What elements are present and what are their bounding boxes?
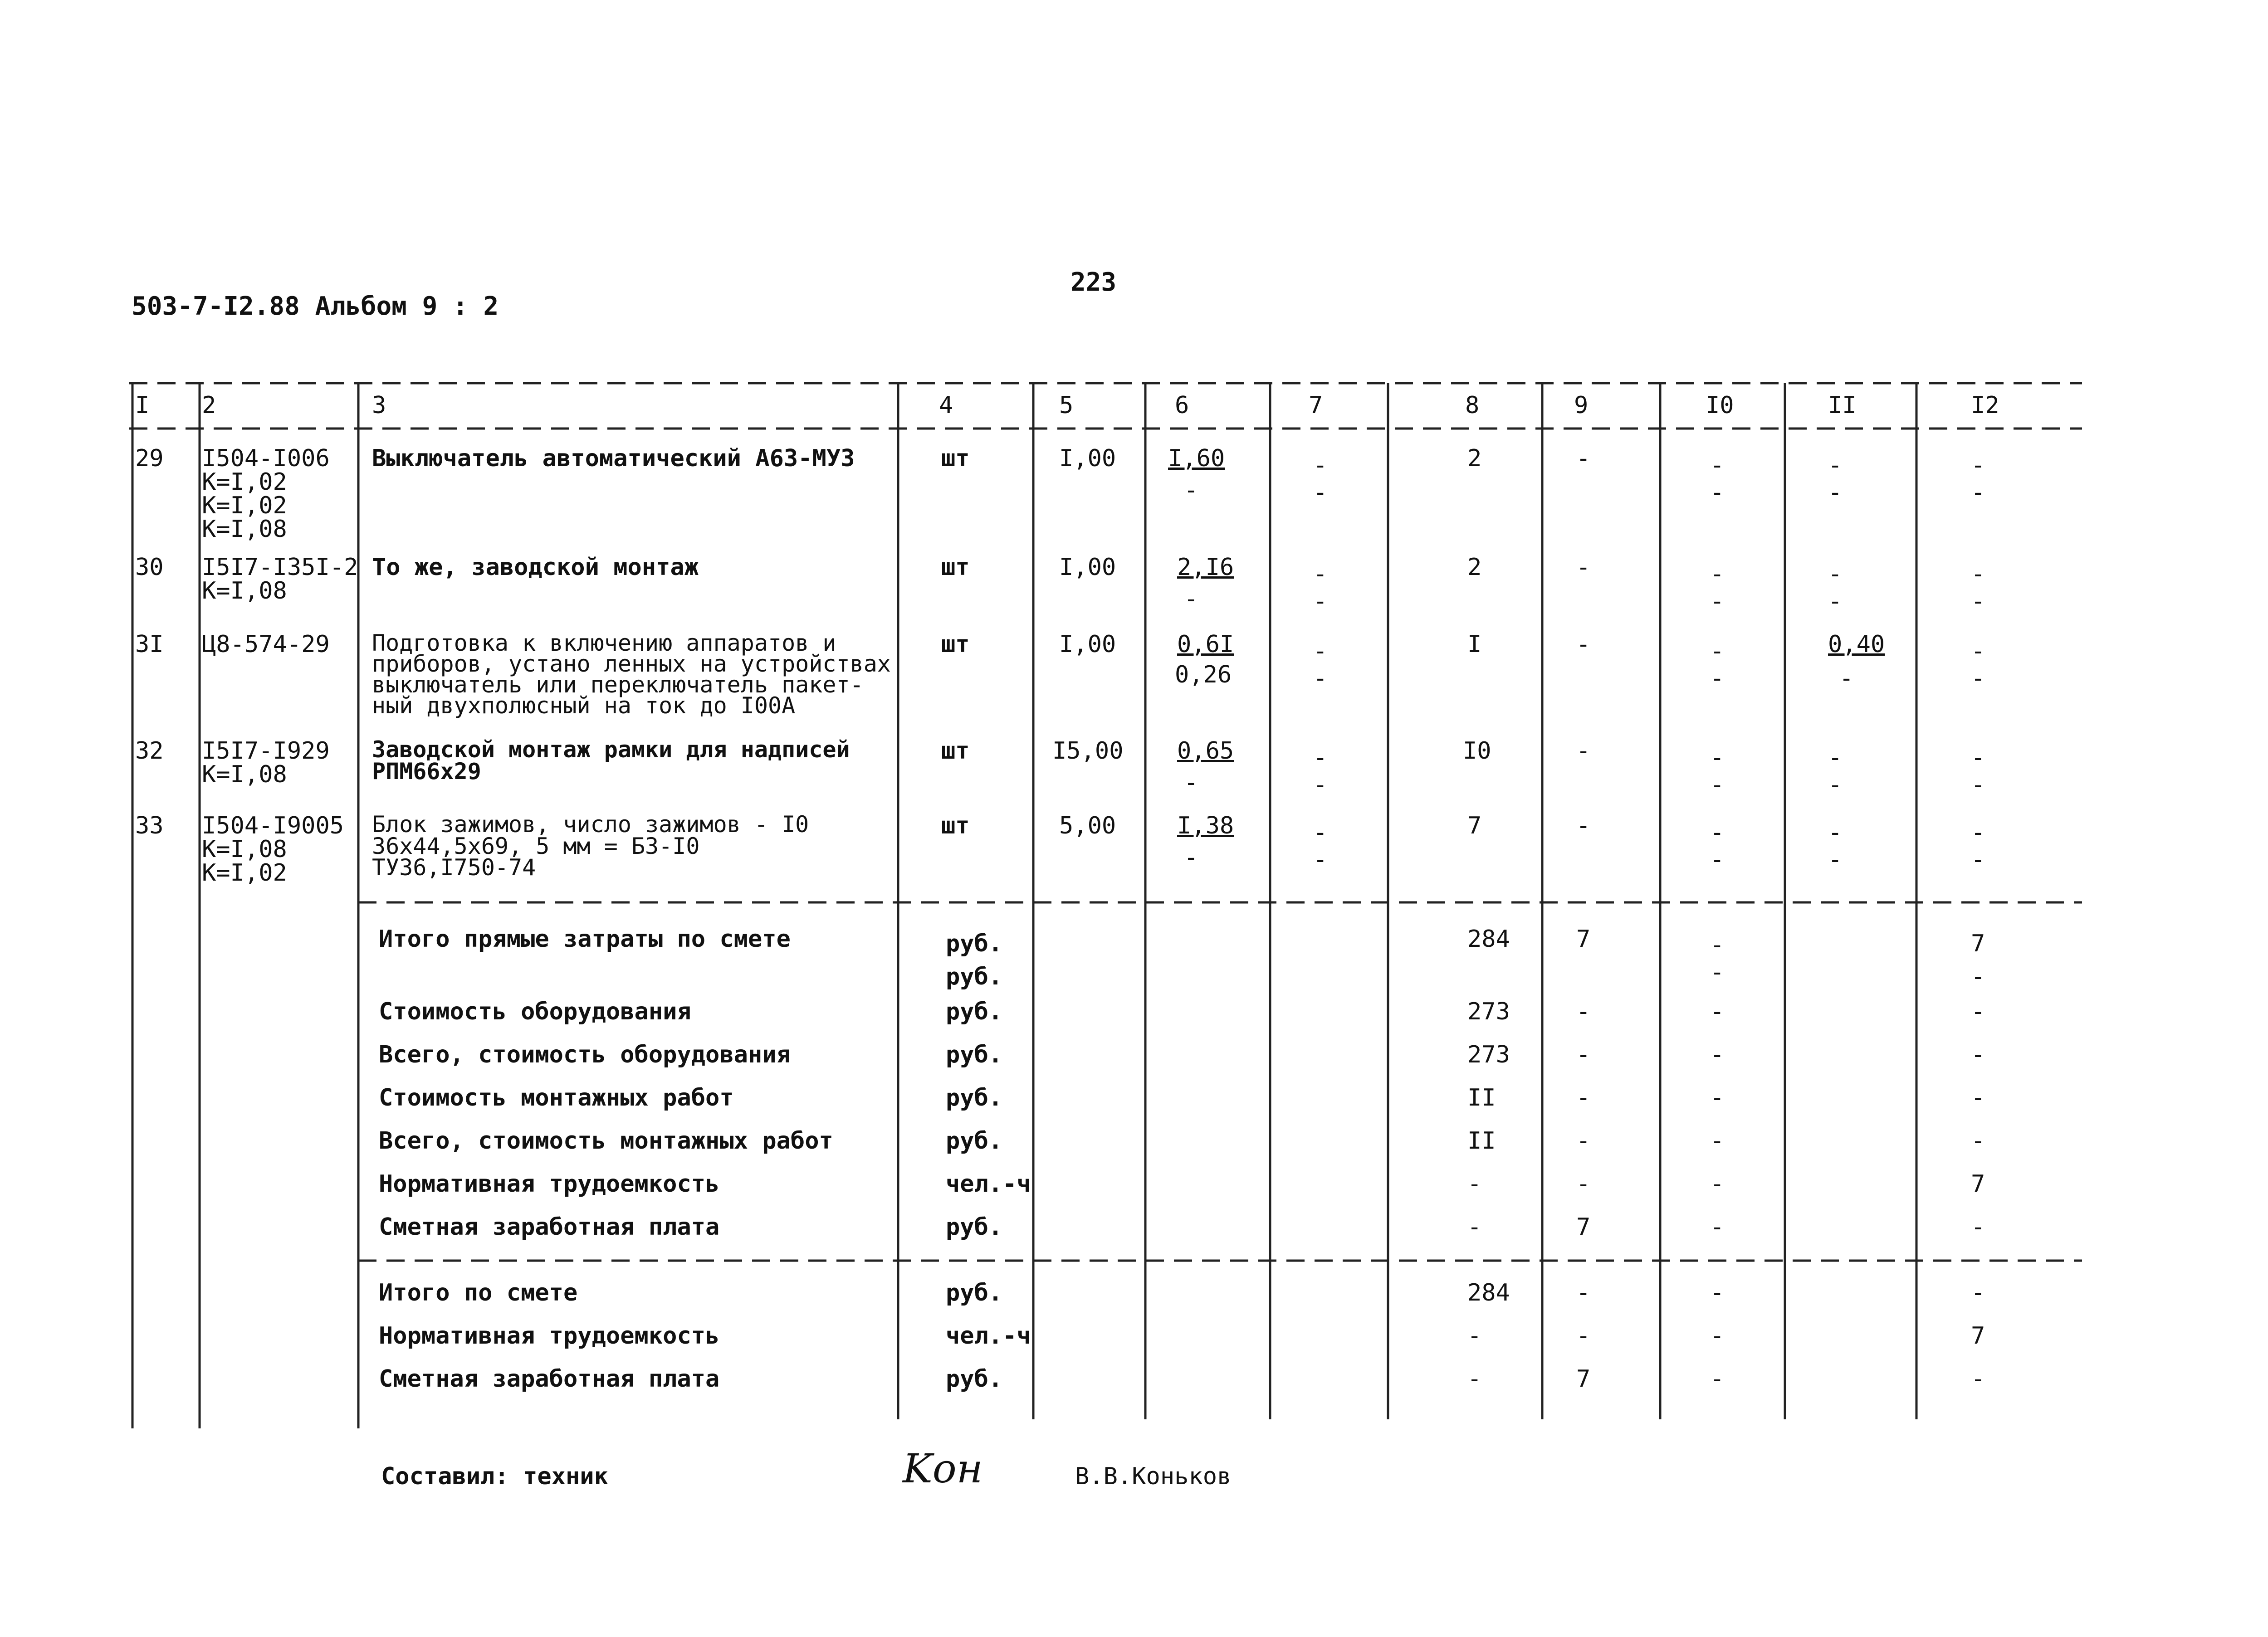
summary-c8: 273: [1467, 998, 1510, 1025]
summary-c9: -: [1576, 1041, 1591, 1068]
summary-c9: -: [1576, 998, 1591, 1025]
row-number: 3I: [135, 631, 164, 658]
summary-c10: -: [1710, 998, 1725, 1025]
row-c11b: -: [1828, 479, 1843, 506]
summary-c8: II: [1467, 1084, 1496, 1111]
summary-c9: 7: [1576, 926, 1591, 953]
summary-unit: руб.: [946, 1213, 1003, 1241]
col-header-4: 4: [939, 392, 953, 419]
summary-c8: 273: [1467, 1041, 1510, 1068]
row-c6a: 2,I6: [1177, 554, 1234, 581]
row-code: I5I7-I35I-2 K=I,08: [202, 554, 358, 604]
row-c11b: -: [1839, 665, 1854, 692]
summary-label: Стоимость оборудования: [379, 998, 691, 1025]
summary-label: Сметная заработная плата: [379, 1365, 720, 1393]
col-header-6: 6: [1175, 392, 1189, 419]
row-c6b: -: [1184, 585, 1198, 613]
row-c9: -: [1576, 631, 1591, 658]
row-c6a: I,38: [1177, 812, 1234, 839]
page-number: 223: [1070, 268, 1117, 297]
row-c12a: -: [1971, 452, 1985, 479]
summary-c10: -: [1710, 1322, 1725, 1350]
row-number: 29: [135, 445, 164, 472]
row-c11a: -: [1828, 560, 1843, 588]
summary-c9: -: [1576, 1127, 1591, 1155]
col-header-10: I0: [1706, 392, 1734, 419]
row-c10a: -: [1710, 744, 1725, 771]
row-unit: шт: [941, 445, 970, 472]
row-c7b: -: [1313, 588, 1328, 615]
col-header-3: 3: [372, 392, 386, 419]
row-c10a: -: [1710, 638, 1725, 665]
summary-c12: 7 -: [1971, 930, 1985, 990]
row-c8: 7: [1467, 812, 1482, 839]
row-c10b: -: [1710, 665, 1725, 692]
summary-c12: -: [1971, 1041, 1985, 1068]
summary-unit: руб.: [946, 1127, 1003, 1155]
summary-label: Всего, стоимость оборудования: [379, 1041, 791, 1068]
summary-c12: -: [1971, 1279, 1985, 1306]
row-number: 30: [135, 554, 164, 581]
col-header-5: 5: [1059, 392, 1074, 419]
summary-c12: 7: [1971, 1170, 1985, 1198]
row-qty: I5,00: [1052, 737, 1124, 765]
row-unit: шт: [941, 631, 970, 658]
summary-c10: -: [1710, 1213, 1725, 1241]
row-c12a: -: [1971, 744, 1985, 771]
row-unit: шт: [941, 737, 970, 765]
summary-c9: 7: [1576, 1213, 1591, 1241]
row-c11b: -: [1828, 588, 1843, 615]
col-header-8: 8: [1465, 392, 1480, 419]
summary-c8: -: [1467, 1213, 1482, 1241]
row-name: Блок зажимов, число зажимов - I0 36х44,5х69, 5 мм = БЗ-I0 ТУ36,I750-74: [372, 811, 809, 881]
summary-label: Нормативная трудоемкость: [379, 1322, 720, 1350]
summary-label: Итого прямые затраты по смете: [379, 926, 791, 953]
summary-label: Стоимость монтажных работ: [379, 1084, 734, 1111]
row-c8: I: [1467, 631, 1482, 658]
row-c6a: 0,65: [1177, 737, 1234, 765]
summary-c12: 7: [1971, 1322, 1985, 1350]
row-c6b: 0,26: [1175, 661, 1232, 688]
row-c10a: -: [1710, 452, 1725, 479]
summary-c8: -: [1467, 1365, 1482, 1393]
summary-unit: руб.: [946, 1279, 1003, 1306]
summary-c9: -: [1576, 1084, 1591, 1111]
summary-c12: -: [1971, 1127, 1985, 1155]
row-c12a: -: [1971, 638, 1985, 665]
row-c11a: -: [1828, 744, 1843, 771]
row-c6a: 0,6I: [1177, 631, 1234, 658]
row-qty: I,00: [1059, 554, 1116, 581]
row-c6b: -: [1184, 769, 1198, 796]
summary-unit: руб. руб.: [946, 930, 1003, 990]
col-header-7: 7: [1309, 392, 1323, 419]
row-c8: I0: [1463, 737, 1491, 765]
row-qty: 5,00: [1059, 812, 1116, 839]
summary-c10: -: [1710, 1279, 1725, 1306]
row-name: Заводской монтаж рамки для надписей РПМ66х29: [372, 736, 850, 784]
row-c12b: -: [1971, 846, 1985, 873]
col-header-1: I: [135, 392, 150, 419]
summary-c8: 284: [1467, 926, 1510, 953]
compiled-by-label: Составил: техник: [381, 1463, 608, 1490]
row-unit: шт: [941, 812, 970, 839]
summary-c10: -: [1710, 1084, 1725, 1111]
row-qty: I,00: [1059, 445, 1116, 472]
summary-c9: 7: [1576, 1365, 1591, 1393]
summary-label: Сметная заработная плата: [379, 1213, 720, 1241]
summary-c8: -: [1467, 1170, 1482, 1198]
col-header-2: 2: [202, 392, 216, 419]
summary-unit: руб.: [946, 1365, 1003, 1393]
summary-c8: -: [1467, 1322, 1482, 1350]
row-c9: -: [1576, 554, 1591, 581]
summary-c9: -: [1576, 1322, 1591, 1350]
col-header-12: I2: [1971, 392, 1999, 419]
summary-c10: -: [1710, 1041, 1725, 1068]
row-c9: -: [1576, 812, 1591, 839]
summary-unit: чел.-ч: [946, 1322, 1031, 1350]
row-c9: -: [1576, 445, 1591, 472]
row-c7b: -: [1313, 771, 1328, 799]
row-c12a: -: [1971, 560, 1985, 588]
summary-c12: -: [1971, 998, 1985, 1025]
summary-c8: 284: [1467, 1279, 1510, 1306]
summary-unit: руб.: [946, 1084, 1003, 1111]
signature: Kон: [903, 1445, 983, 1492]
summary-c12: -: [1971, 1213, 1985, 1241]
row-c7a: -: [1313, 452, 1328, 479]
row-c7b: -: [1313, 665, 1328, 692]
row-c7b: -: [1313, 846, 1328, 873]
summary-label: Нормативная трудоемкость: [379, 1170, 720, 1198]
row-name: Подготовка к включению аппаратов и приборов, устано ленных на устройствах выключатель или переключатель пакет- ный двухполюсный на ток до I00А: [372, 630, 891, 719]
summary-label: Итого по смете: [379, 1279, 578, 1306]
row-c7a: -: [1313, 744, 1328, 771]
summary-c12: -: [1971, 1365, 1985, 1393]
row-c6b: -: [1184, 844, 1198, 871]
col-header-11: II: [1828, 392, 1857, 419]
col-header-9: 9: [1574, 392, 1589, 419]
row-code: Ц8-574-29: [202, 631, 330, 658]
row-c7a: -: [1313, 638, 1328, 665]
summary-c8: II: [1467, 1127, 1496, 1155]
summary-c10: - -: [1710, 931, 1725, 986]
document-code: 503-7-I2.88 Альбом 9 : 2: [132, 292, 499, 321]
row-c12a: -: [1971, 819, 1985, 846]
row-c11a: -: [1828, 819, 1843, 846]
row-qty: I,00: [1059, 631, 1116, 658]
row-code: I5I7-I929 K=I,08: [202, 737, 330, 788]
summary-label: Всего, стоимость монтажных работ: [379, 1127, 833, 1155]
summary-unit: чел.-ч: [946, 1170, 1031, 1198]
row-c10b: -: [1710, 846, 1725, 873]
summary-c9: -: [1576, 1279, 1591, 1306]
row-c10b: -: [1710, 771, 1725, 799]
row-c10a: -: [1710, 560, 1725, 588]
row-c7a: -: [1313, 560, 1328, 588]
summary-c10: -: [1710, 1365, 1725, 1393]
row-name: То же, заводской монтаж: [372, 554, 699, 581]
row-c12b: -: [1971, 479, 1985, 506]
summary-c10: -: [1710, 1170, 1725, 1198]
row-code: I504-I9005 K=I,08 K=I,02: [202, 812, 344, 887]
row-c11a: 0,40: [1828, 631, 1885, 658]
row-c6b: -: [1184, 477, 1198, 504]
summary-c10: -: [1710, 1127, 1725, 1155]
row-c10b: -: [1710, 479, 1725, 506]
row-c8: 2: [1467, 554, 1482, 581]
row-c11a: -: [1828, 452, 1843, 479]
row-c7b: -: [1313, 479, 1328, 506]
row-name: Выключатель автоматический А63-МУЗ: [372, 445, 855, 472]
row-c11b: -: [1828, 771, 1843, 799]
row-c8: 2: [1467, 445, 1482, 472]
summary-unit: руб.: [946, 998, 1003, 1025]
row-c10b: -: [1710, 588, 1725, 615]
row-number: 32: [135, 737, 164, 765]
summary-unit: руб.: [946, 1041, 1003, 1068]
author-name: В.В.Коньков: [1075, 1463, 1232, 1490]
row-c6a: I,60: [1168, 445, 1225, 472]
row-c10a: -: [1710, 819, 1725, 846]
row-c7a: -: [1313, 819, 1328, 846]
row-c12b: -: [1971, 588, 1985, 615]
row-code: I504-I006 K=I,02 K=I,02 K=I,08: [202, 445, 330, 543]
row-c9: -: [1576, 737, 1591, 765]
summary-c9: -: [1576, 1170, 1591, 1198]
row-unit: шт: [941, 554, 970, 581]
summary-c12: -: [1971, 1084, 1985, 1111]
row-c11b: -: [1828, 846, 1843, 873]
row-number: 33: [135, 812, 164, 839]
row-c12b: -: [1971, 665, 1985, 692]
row-c12b: -: [1971, 771, 1985, 799]
